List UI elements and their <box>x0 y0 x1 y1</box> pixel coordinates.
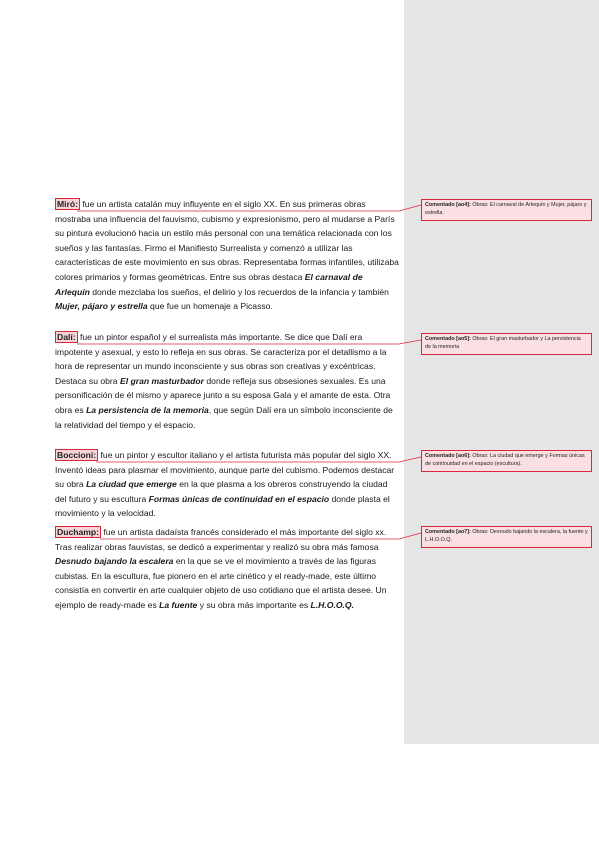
comment-text: Obras: La ciudad que emerge y Formas únicas de continuidad en el espacio (escultura). <box>425 453 585 467</box>
text-segment: en la que se ve el movimiento a través de las figuras cubistas. En la escultura, fue pionero en el arte cinético y el ready-made, este último consistía en convertir en arte cualquier objeto de uso cotidiano que el artista desee. Un ejemplo de ready-made es <box>55 556 387 610</box>
comment-label: Comentado [ao7]: <box>425 529 471 535</box>
artwork-title: La fuente <box>159 599 198 610</box>
artwork-title: La ciudad que emerge <box>86 479 177 490</box>
comment-text: Obras: El carnaval de Arlequín y Mujer, pájaro y estrella. <box>425 202 587 216</box>
text-segment: donde refleja sus obsesiones sexuales. Es una personificación de él mismo y aparece junto a su esposa Gala y el amante de esta. Otra obra es <box>55 375 391 415</box>
paragraph-duchamp <box>55 525 399 613</box>
comment-balloon-ao4[interactable] <box>421 199 592 221</box>
paragraph-dali <box>55 330 399 432</box>
text-segment: fue un pintor y escultor italiano y el artista futurista más popular del siglo XX. Inventó ideas para plasmar el movimiento, aunque parte del cubismo. Podemos destacar su obra <box>55 450 395 490</box>
comment-label: Comentado [ao6]: <box>425 453 471 459</box>
artwork-title: Mujer, pájaro y estrella <box>55 301 148 312</box>
highlight-dali[interactable]: Dalí: <box>57 332 76 342</box>
paragraph-miro <box>55 197 399 314</box>
text-segment: fue un pintor español y el surrealista más importante. Se dice que Dalí era impotente y asexual, y esto lo refleja en sus obras. Se caracteriza por el detallismo a la hora de representar un mundo inconsciente y sus obras son creativas y excéntricas. Destaca su obra <box>55 332 387 386</box>
highlight-duchamp[interactable]: Duchamp: <box>57 527 100 537</box>
highlight-boccioni[interactable]: Boccioni: <box>57 450 97 460</box>
text-segment: donde plasta el movimiento y la velocidad. <box>55 493 390 519</box>
comment-label: Comentado [ao5]: <box>425 336 471 342</box>
artwork-title: L.H.O.O.Q. <box>310 599 354 610</box>
text-segment: fue un artista catalán muy influyente en el siglo XX. En sus primeras obras mostraba una influencia del fauvismo, cubismo y expresionismo, pero al mudarse a París su pintura evolucionó hacia un estilo más personal con una temática relacionada con los sueños y las fantasías. Firmo el Manifiesto Surrealista y comenzó a utilizar las características de este movimiento en sus obras. Representaba formas infantiles, utilizaba colores primarios y formas geométricas. Entre sus obras destaca <box>55 199 399 282</box>
comment-margin-panel <box>404 0 599 744</box>
artwork-title: Desnudo bajando la escalera <box>55 556 174 567</box>
text-segment: que fue un homenaje a Picasso. <box>147 301 273 312</box>
text-segment: y su obra más importante es <box>197 599 311 610</box>
artwork-title: Formas únicas de continuidad en el espacio <box>148 493 330 504</box>
artwork-title: La persistencia de la memoria <box>86 404 209 415</box>
comment-text: Obras: El gran masturbador y La persistencia de la memoria <box>425 336 581 350</box>
text-segment: , que según Dalí era un símbolo inconsciente de la relatividad del tiempo y el espacio. <box>55 404 393 430</box>
highlight-miro[interactable]: Miró: <box>57 199 79 209</box>
text-segment: en la que plasma a los obreros construyendo la ciudad del futuro y su escultura <box>55 479 388 504</box>
comment-text: Obras: Desnudo bajando la escalera, la fuente y L.H.O.O.Q. <box>425 529 588 543</box>
comment-balloon-ao7[interactable] <box>421 526 592 548</box>
comment-balloon-ao6[interactable] <box>421 450 592 472</box>
artwork-title: El carnaval de Arlequín <box>55 271 363 297</box>
text-segment: fue un artista dadaísta francés considerado el más importante del siglo xx. Tras realizar obras fauvistas, se dedicó a experimentar y realizó su obra más famosa <box>55 527 387 552</box>
artwork-title: El gran masturbador <box>119 375 205 386</box>
comment-label: Comentado [ao4]: <box>425 202 471 208</box>
paragraph-boccioni <box>55 448 399 521</box>
comment-balloon-ao5[interactable] <box>421 333 592 355</box>
text-segment: donde mezclaba los sueños, el delirio y los recuerdos de la infancia y también <box>89 286 389 297</box>
